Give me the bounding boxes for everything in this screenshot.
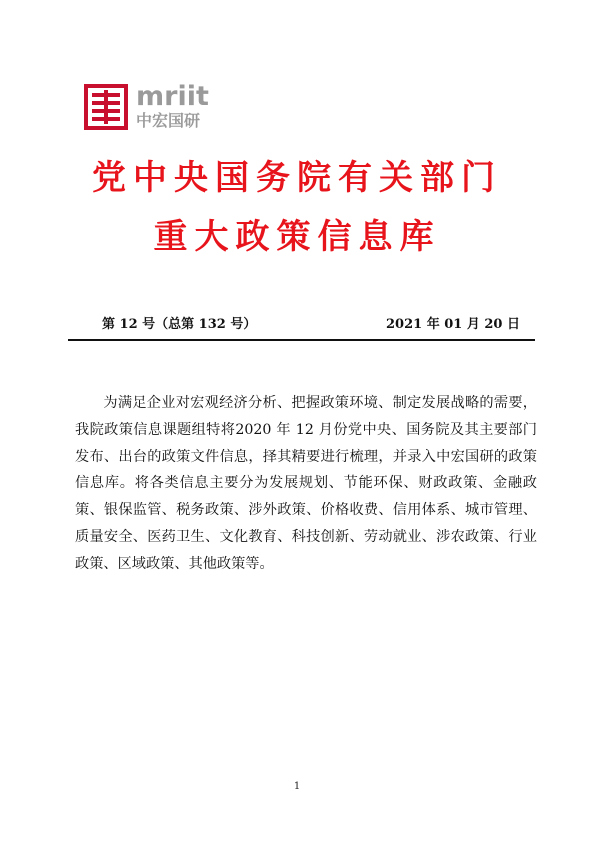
- mriit-logo: [84, 80, 234, 136]
- page-number: 1: [293, 781, 301, 792]
- document-title-line-2: 重大政策信息库: [153, 217, 441, 257]
- logo-mark-icon: [84, 84, 128, 130]
- document-title-line-1: 党中央国务院有关部门: [92, 158, 502, 198]
- issue-number: 第 12 号（总第 132 号）: [102, 317, 257, 332]
- issue-date: 2021 年 01 月 20 日: [386, 317, 520, 332]
- logo-wordmark: mriit: [136, 81, 209, 112]
- logo-chinese-name: 中宏国研: [136, 111, 201, 130]
- header-divider: [68, 339, 535, 341]
- intro-paragraph: 为满足企业对宏观经济分析、把握政策环境、制定发展战略的需要，我院政策信息课题组特将2020 年 12 月份党中央、国务院及其主要部门发布、出台的政策文件信息，择其精要进行梳理，并录入中宏国研的政策信息库。将各类信息主要分为发展规划、节能环保、财政政策、金融政策、银保监管、税务政策、涉外政策、价格收费、信用体系、城市管理、质量安全、医药卫生、文化教育、科技创新、劳动就业、涉农政策、行业政策、区域政策、其他政策等。: [75, 395, 537, 572]
